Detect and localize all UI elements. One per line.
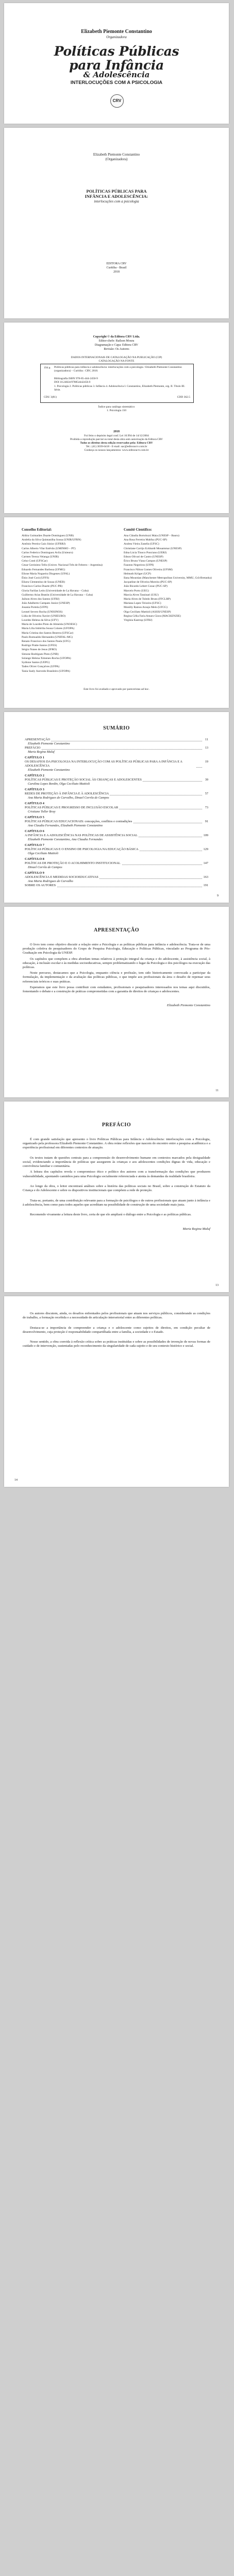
toc-row — [28, 782, 208, 786]
half-title-subtitle: interlocuções com a psicologia — [94, 199, 139, 204]
paragraph: Destaca-se a importância de compreender a criança e o adolescente como sujeitos de direitos, em condição peculiar de desenvolvimento, cuja proteção é responsabilidade compartilhada entre a família, a sociedade e o Estado. — [23, 1326, 210, 1334]
cover-subtitle: INTERLOCUÇÕES COM A PSICOLOGIA — [70, 80, 163, 86]
toc-row — [28, 796, 208, 800]
toc-page — [4, 712, 229, 903]
board-member: Renato Francisco dos Santos Paula (UFG) — [22, 640, 71, 643]
cip-doi: DOI 10.24824/978854442450.9 — [54, 381, 91, 384]
toc-label: REDES DE PROTEÇÃO À INFÂNCIA E À ADOLESCÊNCIA — [25, 792, 109, 795]
toc-row — [25, 884, 208, 888]
board-member: Regina Célia Faria Amaro Giora (MACKENZIE) — [124, 614, 181, 618]
toc-row — [25, 829, 208, 834]
copyright-line-4: Revisão: Os Autores — [104, 348, 129, 351]
editorial-board — [22, 528, 114, 673]
toc-label: CAPÍTULO 2 — [25, 774, 44, 777]
toc-label: POLÍTICAS PÚBLICAS E PROTEÇÃO SOCIAL ÀS CRIANÇAS E ADOLESCENTES — [25, 778, 142, 782]
board-member: Monilly Ramos Araujo Melo (UFCG) — [124, 606, 168, 609]
toc-page: 91 — [205, 820, 208, 823]
boards-page — [4, 517, 229, 708]
cip-subjects: 1. Psicologia 2. Políticas públicas 3. Infância 4. Adolescência I. Constantino, Elizabeth Piemonte, org. II. Título III. Série. — [54, 385, 185, 392]
paragraph: Nesse sentido, a obra convida à reflexão crítica sobre as práticas instituídas e sobre as possibilidades de invenção de novas formas de cuidado e de intervenção, sustentadas pelo reconhecimento da singularidade de cada sujeito e de seu contexto histórico e social. — [23, 1340, 210, 1348]
toc-label: A INFÂNCIA E A ADOLESCÊNCIA NAS POLÍTICAS DE ASSISTÊNCIA SOCIAL — [25, 834, 138, 837]
copyright-year: 2018 — [113, 430, 120, 433]
toc-row — [28, 810, 208, 814]
toc-label: CAPÍTULO 5 — [25, 816, 44, 819]
toc-label: CAPÍTULO 6 — [25, 829, 44, 833]
half-title-organizer: (Organizadora) — [105, 157, 128, 161]
board-member: Elione Maria Nogueira Diogenes (UFAL) — [22, 572, 70, 575]
half-title-year: 2018 — [113, 270, 120, 274]
toc-row — [28, 742, 208, 746]
preface-page-number: 13 — [215, 1284, 219, 1287]
toc-label: POLÍTICAS PÚBLICAS E PROGRESSO DE INCLUSÃO ESCOLAR — [25, 806, 119, 809]
legal-deposit: Foi feito o depósito legal conf. Lei 10.994 de 14/12/2004 — [84, 434, 149, 437]
board-member: Jailson Alves dos Santos (UFRJ) — [22, 598, 60, 601]
board-member: Jacqueline de Oliveira Moreira (PUC-SP) — [124, 581, 172, 584]
continuation-page — [4, 1296, 229, 1487]
toc-row — [25, 788, 208, 792]
board-member: Simone Rodrigues Pinto (UNB) — [22, 652, 59, 656]
toc-row — [28, 824, 208, 828]
cover-title-line-2: para Infância — [69, 58, 164, 73]
toc-label: CAPÍTULO 3 — [25, 788, 44, 791]
toc-label: CAPÍTULO 4 — [25, 802, 44, 805]
cover-page — [4, 3, 229, 124]
toc-row — [28, 866, 208, 870]
board-member: Helmuth Krüger (UCP) — [124, 572, 151, 575]
board-member: Carmen Tereza Velanga (UNIR) — [22, 555, 59, 559]
toc-row — [25, 806, 208, 810]
toc-label: Ana Claudia Fernandes, Elizabeth Piemonte Constantino — [28, 824, 103, 827]
toc-row — [25, 857, 208, 861]
toc-row — [25, 792, 208, 796]
board-member: Solange Helena Ximenes-Rocha (UFOPA) — [22, 656, 71, 660]
contact-phone: Tel.: (41) 3039-6418 - E-mail: sac@editoracrv.com.br — [86, 445, 147, 448]
toc-row — [25, 861, 208, 866]
toc-label: SOBRE OS AUTORES — [25, 884, 56, 887]
toc-label: CAPÍTULO 9 — [25, 871, 44, 875]
toc-page: 109 — [203, 834, 208, 837]
toc-row — [25, 848, 208, 852]
toc-row — [25, 778, 208, 782]
presentation-page-number: 11 — [215, 1089, 219, 1092]
toc-label: OS DESAFIOS DA PSICOLOGIA NA INTERLOCUÇÃO COM AS POLÍTICAS PÚBLICAS PARA A INFÂNCIA E A ADOLESCÊNCIA — [25, 760, 196, 768]
board-member: Sydione Santos (UEPG) — [22, 661, 50, 665]
board-member: Andrea Vieira Zanella (UFSC) — [124, 543, 159, 546]
board-member: Celso Conti (UFSCar) — [22, 560, 48, 563]
toc-row — [25, 816, 208, 820]
toc-page: 13 — [205, 746, 208, 750]
board-member: Andréia da Silva Quintanilha Sousa (UNIR/UFRN) — [22, 538, 81, 542]
board-member: Tadeu Oliver Gonçalves (UFPA) — [22, 665, 60, 669]
board-member: João Ricardo Lebert Cozac (PUC-SP) — [124, 585, 168, 588]
paragraph: Ao longo da obra, o leitor encontrará análises sobre a história das políticas sociais no Brasil, sobre a construção do Estatuto da Criança e do Adolescente e sobre os dispositivos institucionais que compõem a rede de proteção. — [23, 1184, 210, 1193]
board-member: Rodrigo Pratte-Santos (UFES) — [22, 644, 57, 648]
board-member: Christiane Carrijo Eckhardt Mouammar (UNESP) — [124, 547, 182, 550]
copyright-line-3: Diagramação e Capa: Editora CRV — [94, 344, 139, 347]
paragraph: Os textos tratam de questões centrais para a compreensão do desenvolvimento humano em contextos marcados pela desigualdade social, evidenciando a importância de políticas que assegurem às crianças e aos adolescentes condições dignas de vida, educação e convivência familiar e comunitária. — [23, 1156, 210, 1168]
presentation-page — [4, 907, 229, 1097]
toc-row — [28, 838, 208, 842]
toc-label: Elizabeth Piemonte Constantino, Ana Claudia Fernandes — [28, 838, 103, 841]
prohibited-notice: Proibida a reprodução parcial ou total desta obra sem autorização da Editora CRV — [70, 438, 163, 441]
board-member: Eduardo Fernandes Barbosa (UFMG) — [22, 568, 65, 571]
board-member: Cesar Gerónimo Tello (Univer. Nacional Três de Febrero – Argentina) — [22, 564, 103, 567]
board-member: Ana Rosa Ferreira Mahfuz (PUC-SP) — [124, 538, 167, 542]
half-title-author: Elizabeth Piemonte Constantino — [93, 152, 140, 157]
board-member: Sérgio Nunes de Jesus (IFRO) — [22, 648, 57, 652]
toc-heading: SUMÁRIO — [103, 725, 130, 731]
toc-label: Dinael Corrêa de Campos — [28, 866, 62, 869]
toc-page: 19 — [205, 760, 208, 764]
cip-title: DADOS INTERNACIONAIS DE CATALOGAÇÃO NA PUBLICAÇÃO (CIP) — [71, 356, 162, 359]
cip-box — [40, 364, 194, 403]
paragraph: Recomendo vivamente a leitura deste livro, certa de que ele ampliará o diálogo entre a Psicologia e as políticas públicas. — [30, 1213, 192, 1217]
board-member: João Adalberto Campato Junior (UNESP) — [22, 602, 70, 605]
paragraph: Trata-se, portanto, de uma contribuição relevante para a formação de psicólogos e de outros profissionais que atuam junto à infância e à adolescência, bem como para todos aqueles que acreditam na possibilidade de construção de uma sociedade mais justa. — [23, 1198, 210, 1207]
toc-label: Elizabeth Piemonte Constantino — [28, 768, 70, 772]
toc-page-number: 9 — [217, 894, 219, 897]
board-member: Leonel Severo Rocha (UNISINOS) — [22, 610, 63, 614]
signature: Maria Regina Maluf — [182, 1227, 210, 1231]
toc-row — [25, 738, 208, 742]
toc-page: 147 — [203, 861, 208, 865]
board-member: Mariana Lopez Teixeira (UFSC) — [124, 602, 161, 605]
board-member: Antônio Pereira Gaio Júnior (UFRRJ) — [22, 543, 66, 546]
copyright-page — [4, 323, 229, 513]
toc-label: Carolina Lopes Bordin, Olga Ceciliato Mattioli — [28, 782, 90, 786]
toc-label: Ana Maria Rodrigues de Carvalho — [28, 879, 73, 883]
board-member: Carlos Federico Dominguez Avila (Unieuro) — [22, 551, 73, 554]
cip-body: Políticas públicas para infância e adolescência: interlocuções com a psicologia / Elizabeth Piemonte Constantino (organizadora) – Curitiba : CRV, 2018. — [54, 366, 182, 372]
index-item: 1. Psicologia 150 — [106, 409, 127, 412]
toc-row — [25, 760, 208, 768]
toc-row — [25, 834, 208, 838]
toc-label: POLÍTICAS PÚBLICAS E O ENSINO DE PSICOLOGIA NA EDUCAÇÃO BÁSICA — [25, 848, 139, 851]
toc-label: Ana Maria Rodrigues de Carvalho, Dinael Corrêa de Campos — [28, 796, 109, 800]
toc-label: Olga Ceciliato Mattioli — [28, 852, 59, 855]
toc-row — [25, 875, 208, 879]
board-member: Edson Olivari de Castro (UNESP) — [124, 555, 163, 559]
toc-page: 11 — [205, 738, 208, 741]
index-title: Índice para catálogo sistemático — [98, 405, 135, 409]
toc-page: 129 — [203, 848, 208, 851]
paragraph: Os autores discutem, ainda, os desafios enfrentados pelos profissionais que atuam nos serviços públicos, considerando as condições de trabalho, a formação recebida e a necessidade de articulação intersetorial entre as diferentes políticas. — [23, 1312, 210, 1320]
board-member: Ana Cláudia Bortolozzi Maia (UNESP – Bauru) — [124, 534, 179, 537]
toc-label: Maria Regina Maluf — [28, 750, 55, 754]
cip-pages: 194 p. — [44, 366, 51, 369]
toc-row — [28, 750, 208, 754]
board-member: Élsio José Corá (UFFS) — [22, 577, 49, 580]
board-member: Ilana Mountian (Manchester Metropolitan University, MMU, Grã-Bretanha) — [124, 577, 212, 580]
scientific-committee — [124, 528, 216, 622]
copyright-line-2: Editor-chefe: Railson Moura — [98, 340, 135, 343]
half-title-city: Curitiba - Brasil — [106, 266, 127, 269]
toc-row — [25, 843, 208, 848]
board-member: Maria Alves de Toledo Bruns (FFCLRP) — [124, 598, 171, 601]
board-member: Olga Ceciliato Mattioli (ASSIS/UNESP) — [124, 610, 171, 614]
board-member: Marcia Alves Tassinari (USU) — [124, 593, 159, 597]
board-member: Virgínia Kastrup (UFRJ) — [124, 619, 153, 622]
board-member: Maria Lília Imbiriba Sousa Colares (UFOPA) — [22, 627, 75, 631]
board-member: Guillermo Arias Beatón (Universidade de La Havana – Cuba) — [22, 593, 93, 597]
toc-label: POLÍTICAS DE PROTEÇÃO E O ACOLHIMENTO INSTITUCIONAL — [25, 861, 121, 865]
toc-page: 39 — [205, 778, 208, 782]
cover-organizer: Organizadora — [106, 35, 127, 39]
toc-row — [25, 820, 208, 824]
half-title-publisher: EDITORA CRV — [106, 262, 127, 265]
contact-site: Conheça os nossos lançamentos: www.editoracrv.com.br — [84, 449, 149, 452]
board-member: Francisco Carlos Duarte (PUC-PR) — [22, 585, 63, 588]
half-title-title: POLÍTICAS PÚBLICAS PARA — [86, 189, 147, 194]
cover-title — [4, 44, 229, 72]
board-member: Maria Cristina dos Santos Bezerra (UFSCar) — [22, 631, 74, 635]
toc-leader — [25, 749, 202, 750]
paragraph: Esperamos que este livro possa contribuir com estudantes, profissionais e pesquisadores interessados nos temas aqui discutidos, fomentando o debate e a construção de práticas comprometidas com a garantia de direitos de crianças e adolescentes. — [23, 985, 210, 993]
board-member: Francisco Nilton Gomes Oliveira (UFSM) — [124, 568, 173, 571]
toc-page: 57 — [205, 792, 208, 795]
cover-title-line-3: & Adolescência — [83, 70, 150, 79]
toc-row — [25, 746, 208, 750]
toc-page: 191 — [203, 884, 208, 887]
cover-title-line-1: Políticas Públicas — [54, 44, 179, 59]
toc-label: PREFÁCIO — [25, 746, 41, 750]
half-title-title-2: INFÂNCIA E ADOLESCÊNCIA: — [85, 194, 148, 199]
board-member: Lídia de Oliveira Xavier (UNIEURO) — [22, 614, 66, 618]
paragraph: Neste percurso, destacamos que a Psicologia, enquanto ciência e profissão, tem sido historicamente convocada a participar da formulação, da implementação e da avaliação das políticas públicas, o que impõe aos profissionais da área o desafio de repensar seus referenciais teóricos e suas práticas. — [23, 971, 210, 984]
board-member: Carlos Alberto Vilar Estêvão (UMINHO – PT) — [22, 547, 76, 550]
toc-row — [25, 774, 208, 778]
editorial-board-list — [22, 534, 114, 673]
board-member: Josania Portela (UFPI) — [22, 606, 48, 609]
cip-subtitle: CATALOGAÇÃO NA FONTE — [98, 360, 135, 363]
toc-row — [25, 871, 208, 875]
board-member: Lourdes Helena da Silva (UFV) — [22, 619, 59, 622]
copyright-line-1: Copyright © da Editora CRV Ltda. — [93, 335, 140, 338]
board-member: Maria de Lourdes Pinto de Almeida (UNOESC) — [22, 623, 77, 626]
cover-author: Elizabeth Piemonte Constantino — [81, 29, 152, 35]
toc-label: Elizabeth Piemonte Constantino — [28, 742, 70, 745]
board-member: Paulo Romualdo Hernandes (UNIFAL-MG) — [22, 635, 73, 639]
scientific-committee-title: Comitê Científico: — [124, 528, 153, 532]
toc-row — [28, 879, 208, 884]
toc-row — [25, 802, 208, 806]
paragraph: O livro tem como objetivo discutir a relação entre a Psicologia e as políticas públicas para infância e adolescência. Trata-se de uma produção coletiva de pesquisadores do Grupo de Pesquisa Psicologia, Educação e Políticas Públicas, vinculado ao Programa de Pós-Graduação em Psicologia da UNESP. — [23, 943, 210, 955]
preface-heading: PREFÁCIO — [102, 1122, 131, 1128]
toc-row — [28, 852, 208, 856]
cip-cdd: CDD 362.5 — [177, 396, 190, 399]
rights-notice: Todos os direitos desta edição reservados pela: Editora CRV — [80, 442, 153, 445]
paragraph: Os capítulos que compõem a obra abordam temas relativos à proteção integral da criança e do adolescente, à assistência social, à educação, à inclusão escolar e às medidas socioeducativas, sempre problematizando o lugar da Psicologia e dos psicólogos na execução das políticas. — [23, 957, 210, 969]
presentation-heading: APRESENTAÇÃO — [93, 927, 140, 933]
scientific-committee-list — [124, 534, 216, 622]
toc-label: POLÍTICAS PÚBLICAS EDUCACIONAIS: concepções, conflitos e contradições — [25, 820, 132, 823]
paragraph: É com grande satisfação que apresento o livro Políticas Públicas para Infância e Adolescência: interlocuções com a Psicologia, organizado pela professora Elizabeth Piemonte Constantino. A obra reúne reflexões que nascem do encontro entre a pesquisa acadêmica e a experiência profissional em diferentes contextos de atuação. — [23, 1138, 210, 1150]
board-member: Érico Bruno Viana Campos (UNESP) — [124, 560, 168, 563]
board-member: Gloria Fariñas León (Universidade de La Havana – Cuba) — [22, 589, 89, 592]
editorial-board-title: Conselho Editorial: — [22, 528, 52, 532]
preface-page — [4, 1101, 229, 1292]
toc-label: ADOLESCÊNCIA E MEDIDAS SOCIOEDUCATIVAS — [25, 875, 98, 879]
cip-cdu: CDU 3(81) — [44, 396, 57, 399]
toc-page: 163 — [203, 875, 208, 879]
signature: Elizabeth Piemonte Constantino — [166, 1004, 210, 1008]
board-member: Aldira Guimarães Duarte Domínguez (UNB) — [22, 534, 74, 537]
toc-label: CAPÍTULO 1 — [25, 756, 44, 759]
toc-row — [28, 768, 208, 772]
board-member: Fauston Negreiros (UFPI) — [124, 564, 154, 567]
toc-row — [25, 756, 208, 760]
toc-label: CAPÍTULO 7 — [25, 843, 44, 847]
paragraph: A leitura dos capítulos revela o compromisso ético e político dos autores com a transformação das condições que produzem vulnerabilidade, apontando caminhos para uma Psicologia socialmente referenciada e atenta às demandas da realidade brasileira. — [23, 1170, 210, 1178]
board-member: Elizeu Clementino de Souza (UNEB) — [22, 581, 65, 584]
continuation-page-number: 14 — [14, 1479, 18, 1482]
board-member: Tania Suely Azevedo Brasileiro (UFOPA) — [22, 669, 70, 673]
boards-footer: Este livro foi avaliado e aprovado por pareceristas ad hoc. — [83, 688, 149, 691]
toc-label: Cristiane Toller Bray — [28, 810, 56, 814]
toc-label: CAPÍTULO 8 — [25, 857, 44, 861]
board-member: Edna Lúcia Tinoco Ponciano (UERJ) — [124, 551, 167, 554]
cip-isbn: Bibliografia ISBN 978-85-444-2450-9 — [54, 377, 98, 380]
toc-label: APRESENTAÇÃO — [25, 738, 51, 741]
half-title-page — [4, 128, 229, 318]
board-member: Marcelo Porto (UEG) — [124, 589, 149, 592]
publisher-logo-icon: CRV — [110, 94, 124, 108]
toc-page: 73 — [205, 806, 208, 809]
